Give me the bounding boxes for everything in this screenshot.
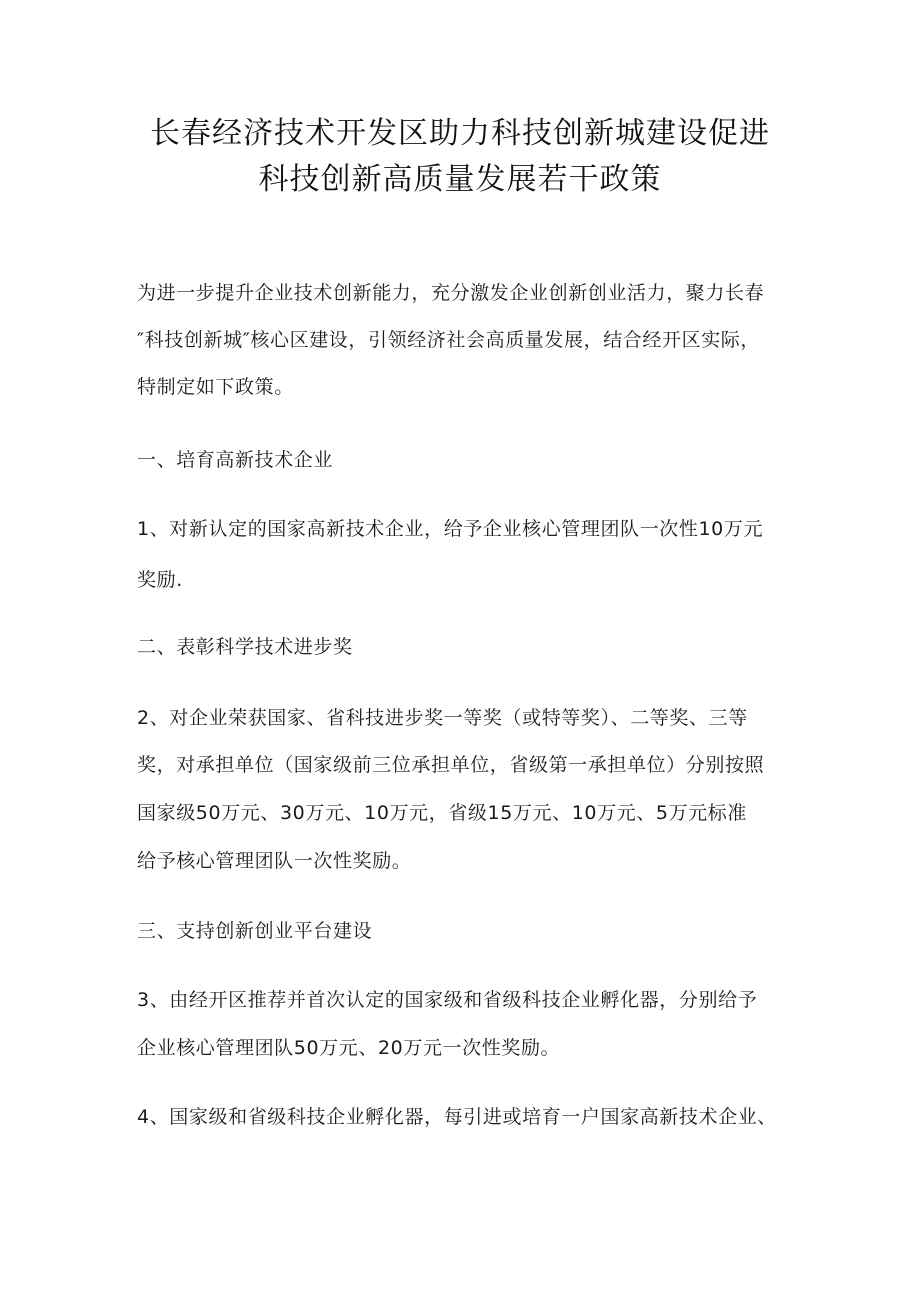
- intro-line-2: ″科技创新城″核心区建设，引领经济社会高质量发展，结合经开区实际，: [137, 329, 760, 351]
- item-4-line-1: 4、国家级和省级科技企业孵化器，每引进或培育一户国家高新技术企业、: [137, 1106, 777, 1128]
- item-2-line-1: 2、对企业荣获国家、省科技进步奖一等奖（或特等奖）、二等奖、三等: [137, 707, 748, 729]
- item-1-line-2: 奖励.: [137, 569, 183, 591]
- document-title-line-1: 长春经济技术开发区助力科技创新城建设促进: [150, 116, 770, 151]
- item-2-line-2: 奖，对承担单位（国家级前三位承担单位，省级第一承担单位）分别按照: [137, 754, 765, 776]
- intro-line-1: 为进一步提升企业技术创新能力，充分激发企业创新创业活力，聚力长春: [137, 282, 765, 304]
- section-heading-2: 二、表彰科学技术进步奖: [137, 636, 353, 658]
- item-3-line-1: 3、由经开区推荐并首次认定的国家级和省级科技企业孵化器，分别给予: [137, 989, 758, 1011]
- item-2-line-4: 给予核心管理团队一次性奖励。: [137, 850, 412, 872]
- document-title-line-2: 科技创新高质量发展若干政策: [258, 162, 662, 197]
- item-1-line-1: 1、对新认定的国家高新技术企业，给予企业核心管理团队一次性10万元: [137, 518, 764, 540]
- item-2-line-3: 国家级50万元、30万元、10万元，省级15万元、10万元、5万元标准: [137, 802, 747, 824]
- section-heading-3: 三、支持创新创业平台建设: [137, 920, 373, 942]
- item-3-line-2: 企业核心管理团队50万元、20万元一次性奖励。: [137, 1037, 561, 1059]
- intro-line-3: 特制定如下政策。: [137, 376, 294, 398]
- section-heading-1: 一、培育高新技术企业: [137, 449, 334, 471]
